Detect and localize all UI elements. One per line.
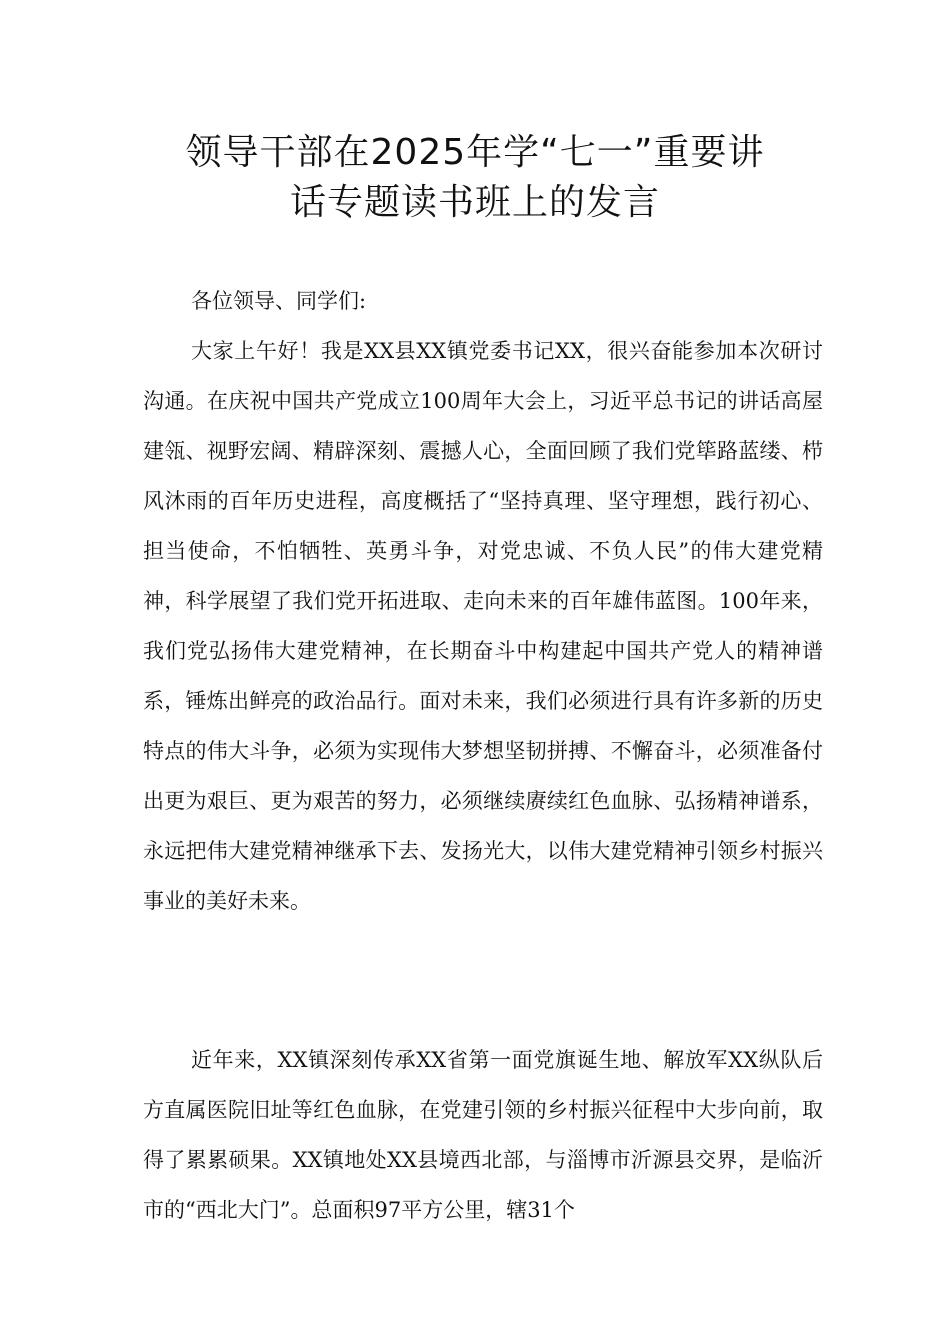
paragraph-town-intro: 近年来，XX镇深刻传承XX省第一面党旗诞生地、解放军XX纵队后方直属医院旧址等红色血脉，在党建引领的乡村振兴征程中大步向前，取得了累累硕果。XX镇地处XX县境西北部，与淄博市沂源县交界，是临沂市的“西北大门”。总面积97平方公里，辖31个 xyxy=(143,1048,823,1222)
salutation: 各位领导、同学们: xyxy=(191,289,367,313)
title-line-1: 领导干部在2025年学“七一”重要讲 xyxy=(185,132,765,173)
paragraph-opening: 大家上午好！我是XX县XX镇党委书记XX，很兴奋能参加本次研讨沟通。在庆祝中国共产党成立100周年大会上，习近平总书记的讲话高屋建瓴、视野宏阔、精辟深刻、震撼人心，全面回顾了我们党筚路蓝缕、栉风沐雨的百年历史进程，高度概括了“坚持真理、坚守理想，践行初心、担当使命，不怕牺牲、英勇斗争，对党忠诚、不负人民”的伟大建党精神，科学展望了我们党开拓进取、走向未来的百年雄伟蓝图。100年来，我们党弘扬伟大建党精神，在长期奋斗中构建起中国共产党人的精神谱系，锤炼出鲜亮的政治品行。面对未来，我们必须进行具有许多新的历史特点的伟大斗争，必须为实现伟大梦想坚韧拼搏、不懈奋斗，必须准备付出更为艰巨、更为艰苦的努力，必须继续赓续红色血脉、弘扬精神谱系，永远把伟大建党精神继承下去、发扬光大，以伟大建党精神引领乡村振兴事业的美好未来。 xyxy=(143,339,823,913)
document-title xyxy=(120,128,830,228)
title-line-2: 话专题读书班上的发言 xyxy=(289,182,660,223)
